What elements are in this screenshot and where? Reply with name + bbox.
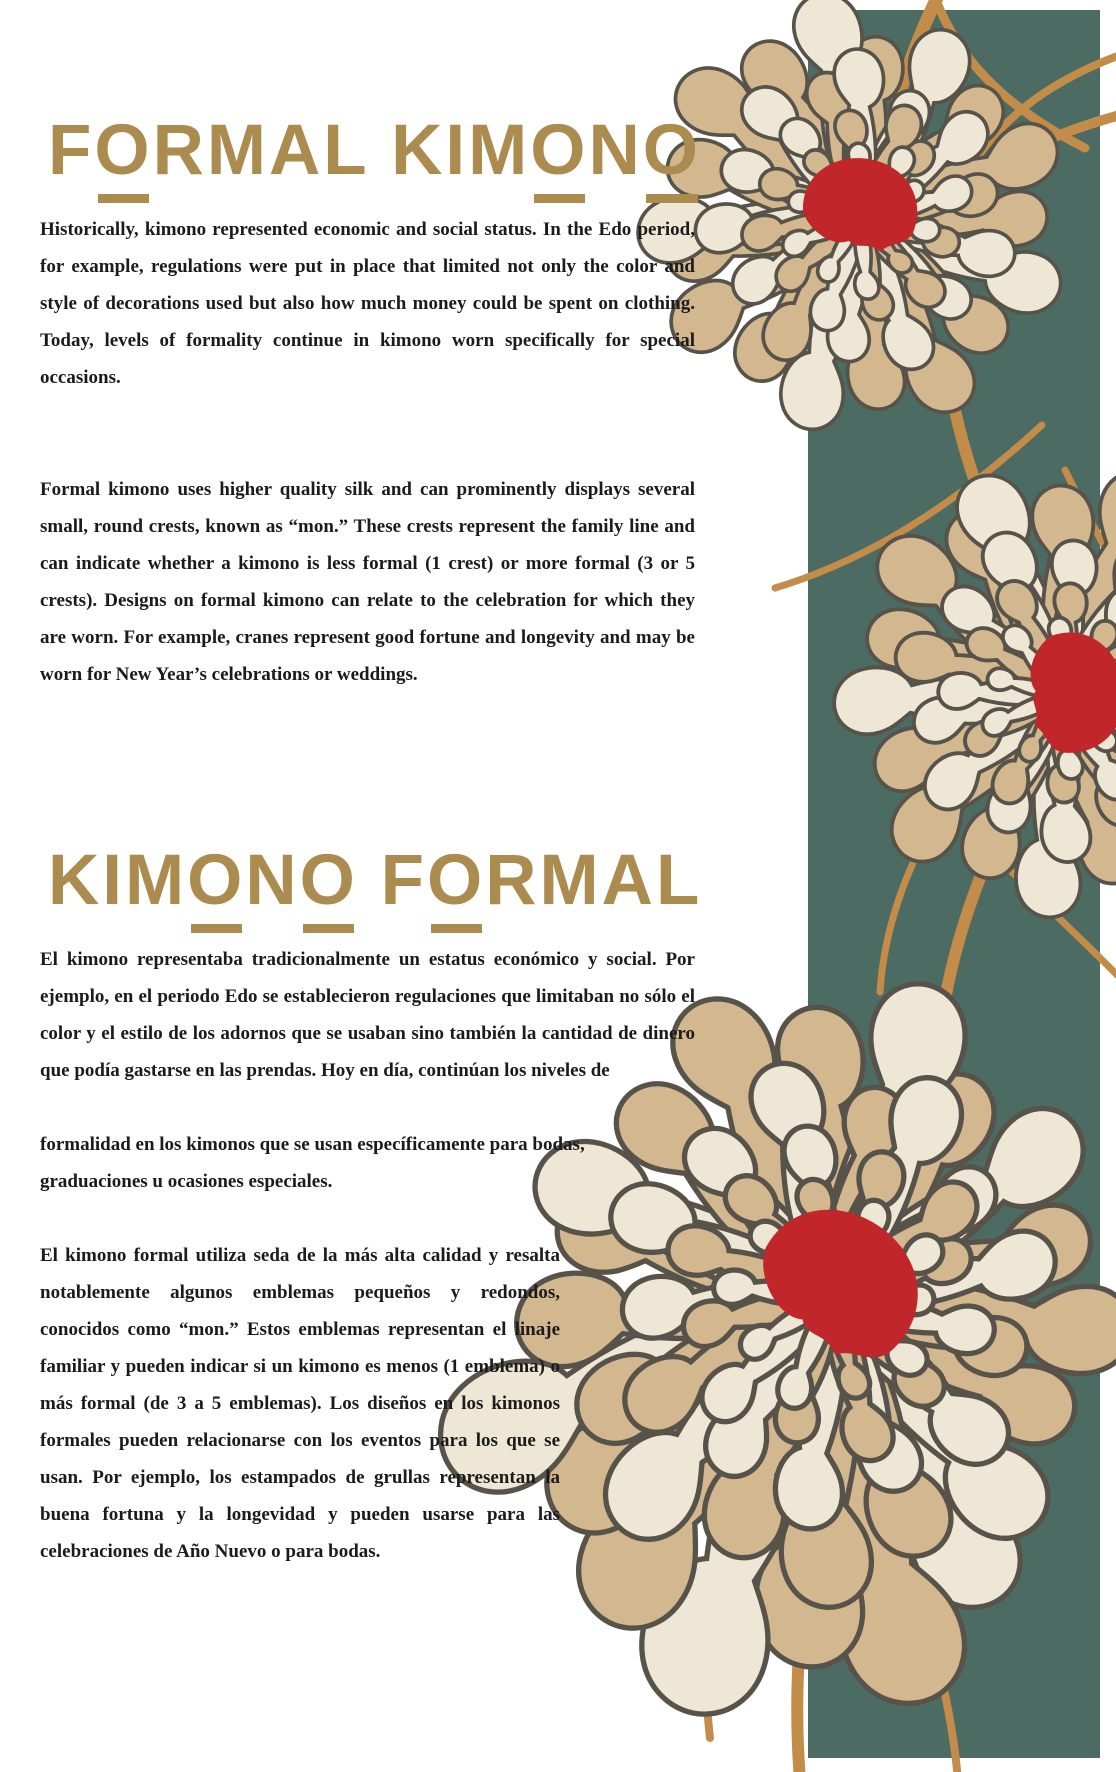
spanish-paragraph-formal-details: El kimono formal utiliza seda de la más alta calidad y resalta notablemente algunos emblemas pequeños y redondos, conocidos como “mon.” Estos emblemas representan el linaje familiar y pueden indicar si un kimono es menos (1 emblema) o más formal (de 3 a 5 emblemas). Los diseños en los kimonos formales pueden relacionarse con los eventos para los que se usan. Por ejemplo, los estampados de grullas representan la buena fortuna y la longevidad y pueden usarse para las celebraciones de Año Nuevo o para bodas.: [40, 1245, 560, 1562]
title-spanish: KIMONO FORMAL: [48, 840, 703, 920]
underlined-o: O: [427, 840, 486, 920]
underlined-o: O: [642, 110, 702, 190]
underlined-o: O: [94, 110, 153, 190]
underlined-o: O: [530, 110, 589, 190]
spanish-paragraph-history-tail: formalidad en los kimonos que se usan específicamente para bodas, graduaciones u ocasiones especiales.: [40, 1134, 585, 1192]
english-paragraph-history: Historically, kimono represented economic and social status. In the Edo period, for example, regulations were put in place that limited not only the color and style of decorations used but also how much money could be spent on clothing. Today, levels of formality continue in kimono worn specifically for special occasions.: [40, 219, 695, 388]
spanish-paragraph-history-main: El kimono representaba tradicionalmente un estatus económico y social. Por ejemplo, en el periodo Edo se establecieron regulaciones que limitaban no sólo el color y el estilo de los adornos que se usaban sino también la cantidad de dinero que podía gastarse en las prendas. Hoy en día, continúan los niveles de: [40, 949, 695, 1081]
underlined-o: O: [187, 840, 246, 920]
english-paragraph-formal-details: Formal kimono uses higher quality silk and can prominently displays several small, round crests, known as “mon.” These crests represent the family line and can indicate whether a kimono is less formal (1 crest) or more formal (3 or 5 crests). Designs on formal kimono can relate to the celebration for which they are worn. For example, cranes represent good fortune and longevity and may be worn for New Year’s celebrations or weddings.: [40, 479, 695, 685]
title-english: FORMAL KIMONO: [48, 110, 702, 190]
underlined-o: O: [299, 840, 358, 920]
